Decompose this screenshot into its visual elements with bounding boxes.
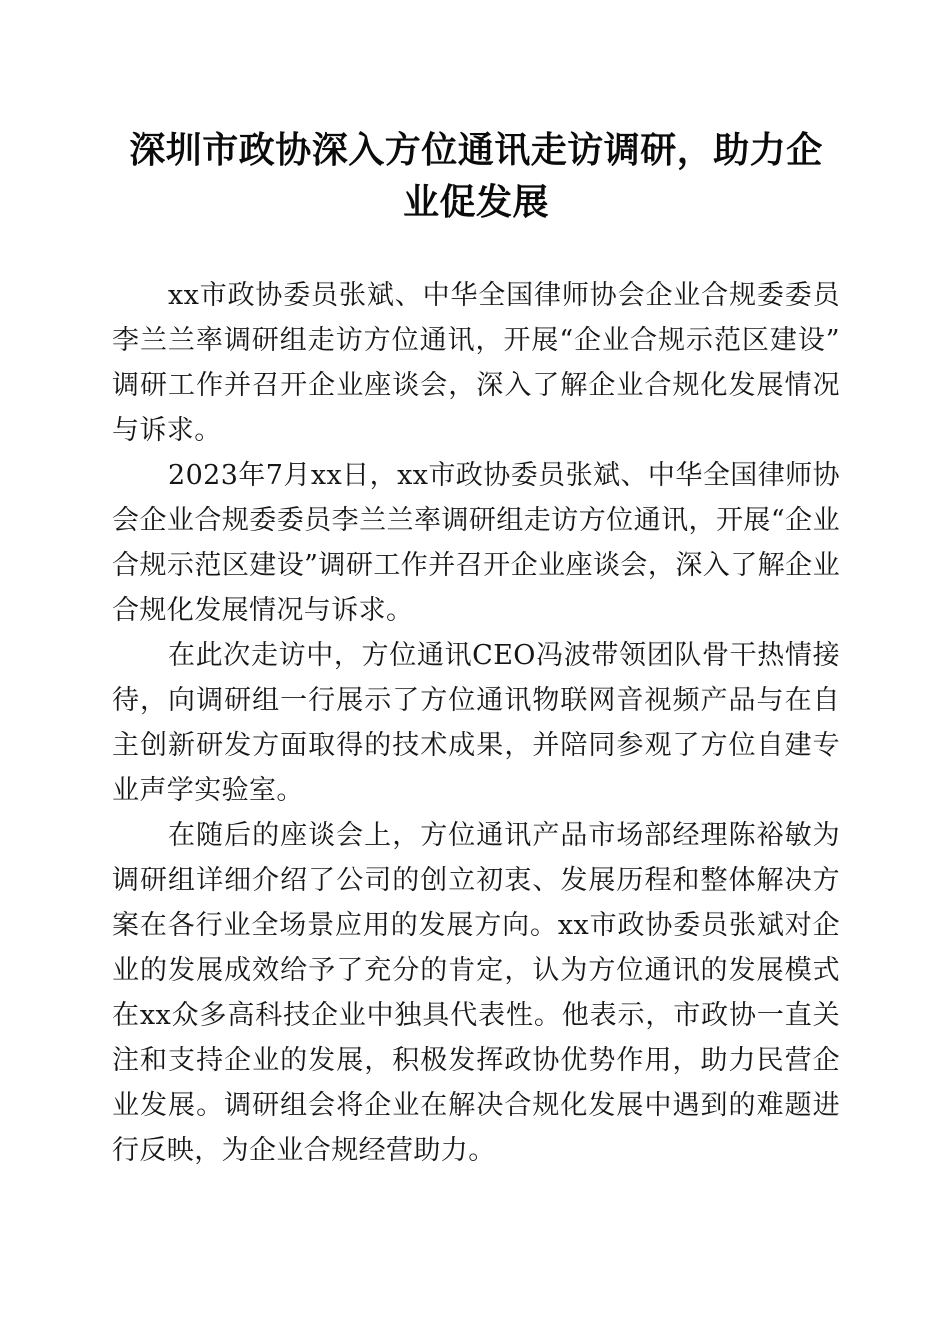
- page-title: 深圳市政协深入方位通讯走访调研，助力企业促发展: [129, 130, 823, 223]
- paragraph: xx市政协委员张斌、中华全国律师协会企业合规委委员李兰兰率调研组走访方位通讯，开展“企业合规示范区建设”调研工作并召开企业座谈会，深入了解企业合规化发展情况与诉求。: [112, 280, 840, 446]
- document-content: [112, 0, 840, 1173]
- document-body: [112, 273, 840, 1173]
- paragraph: 2023年7月xx日，xx市政协委员张斌、中华全国律师协会企业合规委委员李兰兰率调研组走访方位通讯，开展“企业合规示范区建设”调研工作并召开企业座谈会，深入了解企业合规化发展情况与诉求。: [112, 460, 840, 626]
- paragraph: 在随后的座谈会上，方位通讯产品市场部经理陈裕敏为调研组详细介绍了公司的创立初衷、发展历程和整体解决方案在各行业全场景应用的发展方向。xx市政协委员张斌对企业的发展成效给予了充分的肯定，认为方位通讯的发展模式在xx众多高科技企业中独具代表性。他表示，市政协一直关注和支持企业的发展，积极发挥政协优势作用，助力民营企业发展。调研组会将企业在解决合规化发展中遇到的难题进行反映，为企业合规经营助力。: [112, 820, 840, 1166]
- paragraph: 在此次走访中，方位通讯CEO冯波带领团队骨干热情接待，向调研组一行展示了方位通讯物联网音视频产品与在自主创新研发方面取得的技术成果，并陪同参观了方位自建专业声学实验室。: [112, 640, 840, 806]
